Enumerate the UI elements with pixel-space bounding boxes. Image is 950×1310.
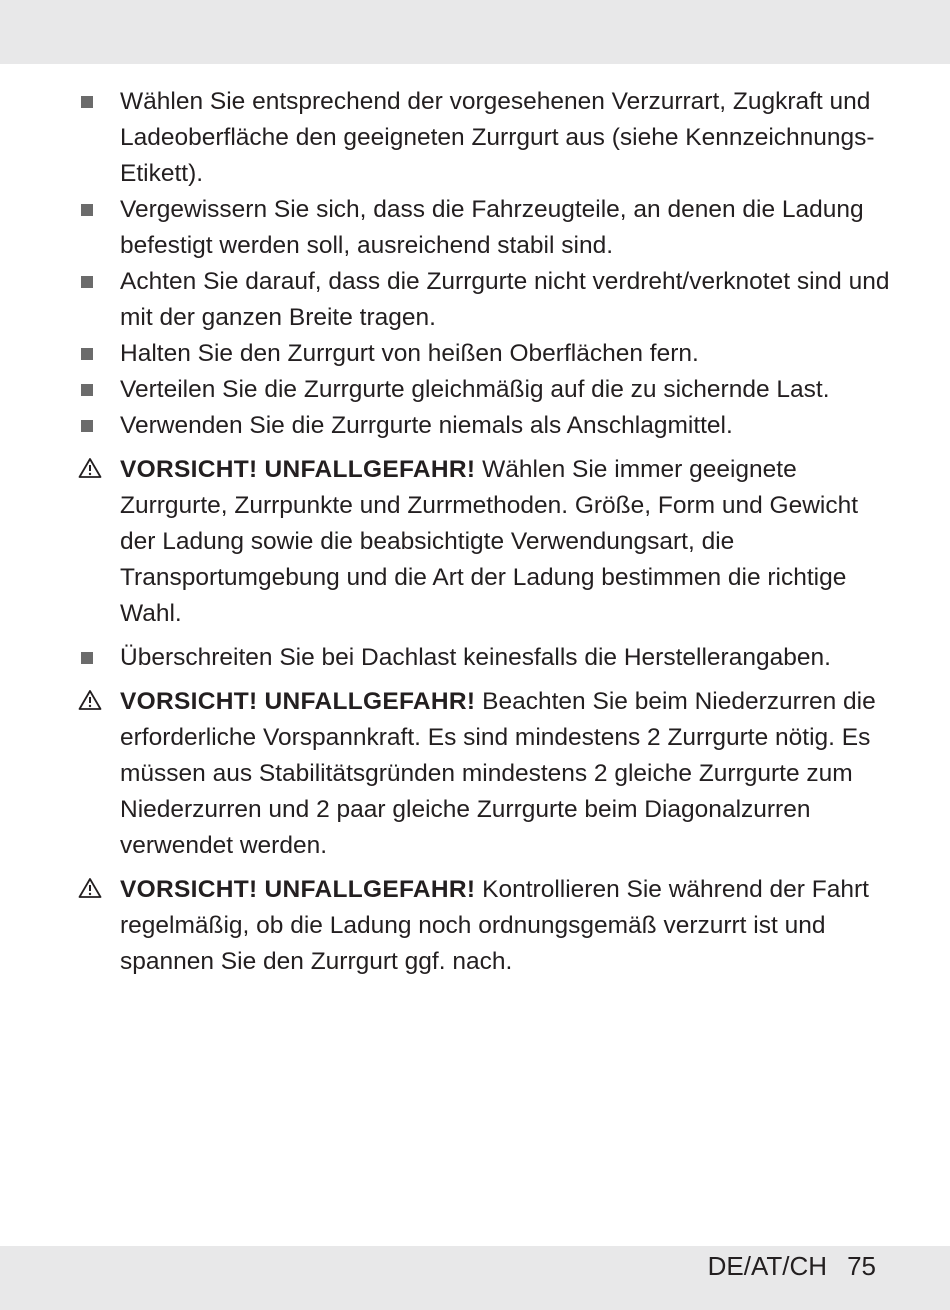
warning-item — [0, 872, 950, 980]
square-bullet-icon — [78, 84, 104, 120]
list-item — [0, 372, 950, 408]
list-item — [0, 336, 950, 372]
header-band — [0, 0, 950, 64]
list-item — [0, 192, 950, 264]
list-item-text: Achten Sie darauf, dass die Zurrgurte nicht verdreht/verknotet sind und mit der ganzen Breite tragen. — [120, 268, 890, 331]
list-item — [0, 264, 950, 336]
list-item — [0, 640, 950, 676]
list-item-text: Verteilen Sie die Zurrgurte gleichmäßig auf die zu sichernde Last. — [120, 376, 830, 403]
warning-label: VORSICHT! UNFALLGEFAHR! — [120, 456, 476, 483]
square-bullet-icon — [78, 264, 104, 300]
warning-label: VORSICHT! UNFALLGEFAHR! — [120, 876, 476, 903]
warning-text: Kontrollieren Sie während der Fahrt regelmäßig, ob die Ladung noch ordnungsgemäß verzurrt ist und spannen Sie den Zurrgurt ggf. nach. — [120, 876, 869, 975]
list-item-text: Verwenden Sie die Zurrgurte niemals als Anschlagmittel. — [120, 412, 733, 439]
list-item-text: Überschreiten Sie bei Dachlast keinesfalls die Herstellerangaben. — [120, 644, 831, 671]
instructions-list — [0, 84, 950, 988]
square-bullet-icon — [78, 336, 104, 372]
warning-item — [0, 452, 950, 632]
square-bullet-icon — [78, 640, 104, 676]
warning-text: Wählen Sie immer geeignete Zurrgurte, Zurrpunkte und Zurrmethoden. Größe, Form und Gewicht der Ladung sowie die beabsichtigte Verwendungsart, die Transportumgebung und die Art der Ladung bestimmen die richtige Wahl. — [120, 456, 859, 627]
warning-triangle-icon — [78, 872, 104, 908]
warning-text: Beachten Sie beim Niederzurren die erforderliche Vorspannkraft. Es sind mindestens 2 Zurrgurte nötig. Es müssen aus Stabilitätsgründen mindestens 2 gleiche Zurrgurte zum Niederzurren und 2 paar gleiche Zurrgurte beim Diagonalzurren verwendet werden. — [120, 688, 876, 859]
region-label: DE/AT/CH — [707, 1251, 828, 1281]
list-item-text: Wählen Sie entsprechend der vorgesehenen Verzurrart, Zugkraft und Ladeoberfläche den geeigneten Zurrgurt aus (siehe Kennzeichnungs-Etikett). — [120, 88, 875, 187]
square-bullet-icon — [78, 192, 104, 228]
list-item-text: Halten Sie den Zurrgurt von heißen Oberflächen fern. — [120, 340, 699, 367]
list-item — [0, 408, 950, 444]
square-bullet-icon — [78, 408, 104, 444]
page-number: 75 — [847, 1251, 876, 1281]
warning-item — [0, 684, 950, 864]
warning-label: VORSICHT! UNFALLGEFAHR! — [120, 688, 476, 715]
page-footer — [708, 1246, 876, 1286]
list-item-text: Vergewissern Sie sich, dass die Fahrzeugteile, an denen die Ladung befestigt werden soll, ausreichend stabil sind. — [120, 196, 864, 259]
list-item — [0, 84, 950, 192]
warning-triangle-icon — [78, 452, 104, 488]
warning-triangle-icon — [78, 684, 104, 720]
square-bullet-icon — [78, 372, 104, 408]
